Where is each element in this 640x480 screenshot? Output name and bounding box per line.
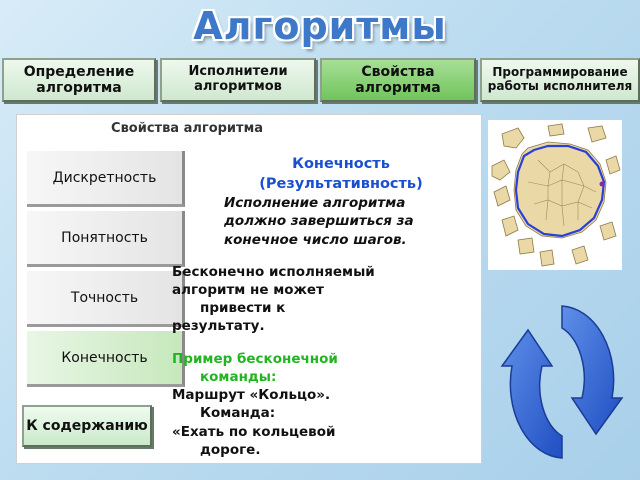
tab-executors[interactable]	[160, 58, 316, 102]
example-heading-2: команды:	[200, 368, 277, 385]
tab-properties[interactable]	[320, 58, 476, 102]
example-line-3: «Ехать по кольцевой	[172, 423, 336, 440]
example-heading-1: Пример бесконечной	[172, 350, 338, 367]
panel-title: Свойства алгоритма	[111, 121, 263, 136]
tab-definition-label: Определение алгоритма	[23, 63, 135, 96]
page-title: Алгоритмы	[193, 4, 447, 48]
para-line-1: Бесконечно исполняемый	[172, 263, 375, 280]
tab-definition[interactable]	[2, 58, 156, 102]
para-line-4: результату.	[172, 318, 265, 335]
property-description	[172, 155, 470, 459]
tab-programming[interactable]	[480, 58, 640, 102]
tab-properties-label: Свойства алгоритма	[355, 63, 441, 96]
para-line-3: привести к	[200, 300, 286, 317]
tab-programming-label: Программирование работы исполнителя	[487, 65, 633, 93]
property-button-clarity[interactable]: Понятность	[27, 211, 185, 267]
property-button-discreteness[interactable]: Дискретность	[27, 151, 185, 207]
definition-line-2: должно завершиться за	[224, 213, 414, 230]
example-line-4: дороге.	[200, 441, 261, 458]
description-heading-2: (Результативность)	[259, 175, 423, 192]
property-button-finiteness[interactable]: Конечность	[27, 331, 185, 387]
back-to-contents-button[interactable]: К содержанию	[22, 405, 152, 447]
definition-line-3: конечное число шагов.	[224, 231, 407, 248]
property-button-accuracy[interactable]: Точность	[27, 271, 185, 327]
example-line-1: Маршрут «Кольцо».	[172, 387, 331, 404]
para-line-2: алгоритм не может	[172, 282, 324, 298]
description-heading-1: Конечность	[292, 156, 390, 172]
ring-road-map-image	[488, 120, 622, 270]
example-line-2: Команда:	[200, 405, 276, 422]
definition-line-1: Исполнение алгоритма	[224, 195, 406, 212]
cycle-arrows-icon	[500, 294, 624, 470]
tab-executors-label: Исполнители алгоритмов	[188, 64, 288, 94]
